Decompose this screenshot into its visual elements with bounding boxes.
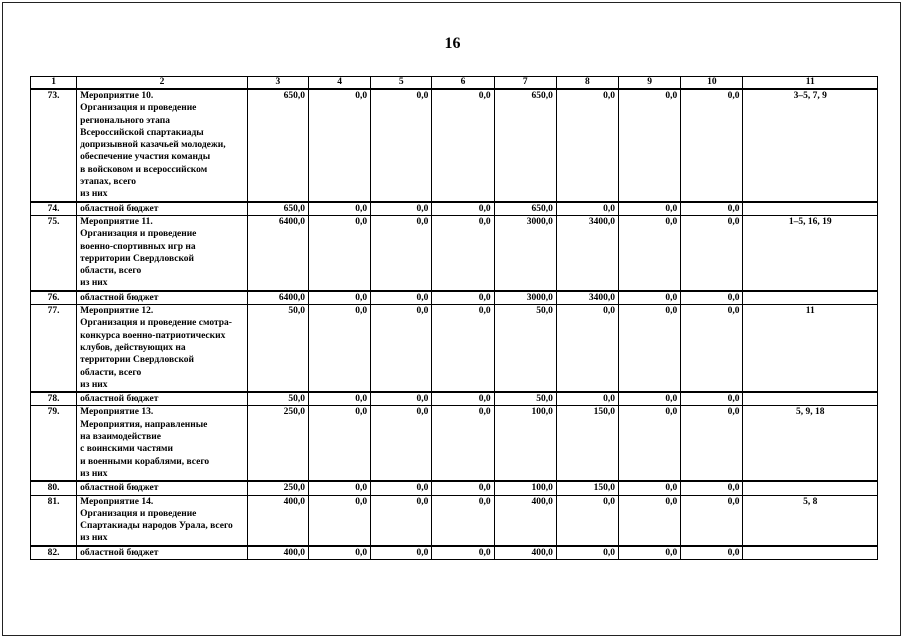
amount-cell-c4: 0,0 bbox=[308, 481, 370, 495]
amount-cell-c6: 0,0 bbox=[432, 406, 494, 481]
row-number: 76. bbox=[31, 291, 77, 305]
target-indicators-cell: 3–5, 7, 9 bbox=[743, 89, 878, 202]
amount-cell-c7: 650,0 bbox=[494, 89, 556, 202]
amount-cell-c4: 0,0 bbox=[308, 546, 370, 560]
amount-cell-c3: 6400,0 bbox=[247, 291, 308, 305]
amount-cell-c5: 0,0 bbox=[371, 495, 432, 546]
amount-cell-c8: 0,0 bbox=[556, 546, 618, 560]
description-line: областной бюджет bbox=[80, 483, 159, 494]
description-line: из них bbox=[80, 278, 108, 289]
description-line: Всероссийской спартакиады bbox=[80, 127, 204, 138]
amount-cell-c8: 0,0 bbox=[556, 392, 618, 406]
target-indicators-cell bbox=[743, 481, 878, 495]
description-line: территории Свердловской bbox=[80, 253, 195, 264]
event-description-cell bbox=[77, 406, 248, 481]
budget-source-cell bbox=[77, 392, 248, 406]
budget-source-cell bbox=[77, 291, 248, 305]
row-number: 81. bbox=[31, 495, 77, 546]
column-header: 7 bbox=[494, 77, 556, 90]
amount-cell-c8: 3400,0 bbox=[556, 291, 618, 305]
target-indicators-cell bbox=[743, 202, 878, 216]
amount-cell-c10: 0,0 bbox=[681, 305, 743, 393]
row-number: 75. bbox=[31, 215, 77, 290]
description-line: Мероприятие 11. bbox=[80, 216, 153, 227]
event-row bbox=[31, 406, 878, 481]
amount-cell-c3: 250,0 bbox=[247, 481, 308, 495]
amount-cell-c10: 0,0 bbox=[681, 406, 743, 481]
amount-cell-c7: 100,0 bbox=[494, 406, 556, 481]
description-line: клубов, действующих на bbox=[80, 342, 186, 353]
column-header: 6 bbox=[432, 77, 494, 90]
amount-cell-c9: 0,0 bbox=[619, 392, 681, 406]
amount-cell-c8: 150,0 bbox=[556, 406, 618, 481]
budget-row bbox=[31, 481, 878, 495]
description-line: на взаимодействие bbox=[80, 432, 161, 443]
amount-cell-c8: 0,0 bbox=[556, 89, 618, 202]
amount-cell-c5: 0,0 bbox=[371, 202, 432, 216]
event-row bbox=[31, 495, 878, 546]
amount-cell-c4: 0,0 bbox=[308, 406, 370, 481]
row-number: 74. bbox=[31, 202, 77, 216]
amount-cell-c9: 0,0 bbox=[619, 202, 681, 216]
description-line: Мероприятие 12. bbox=[80, 306, 154, 317]
column-header: 10 bbox=[681, 77, 743, 90]
amount-cell-c7: 650,0 bbox=[494, 202, 556, 216]
amount-cell-c4: 0,0 bbox=[308, 291, 370, 305]
amount-cell-c3: 50,0 bbox=[247, 392, 308, 406]
target-indicators-cell: 5, 9, 18 bbox=[743, 406, 878, 481]
column-header: 4 bbox=[308, 77, 370, 90]
column-header: 1 bbox=[31, 77, 77, 90]
amount-cell-c4: 0,0 bbox=[308, 495, 370, 546]
amount-cell-c6: 0,0 bbox=[432, 215, 494, 290]
amount-cell-c5: 0,0 bbox=[371, 481, 432, 495]
amount-cell-c4: 0,0 bbox=[308, 305, 370, 393]
amount-cell-c7: 100,0 bbox=[494, 481, 556, 495]
row-number: 80. bbox=[31, 481, 77, 495]
amount-cell-c7: 50,0 bbox=[494, 392, 556, 406]
amount-cell-c6: 0,0 bbox=[432, 291, 494, 305]
budget-row bbox=[31, 392, 878, 406]
description-line: из них bbox=[80, 189, 108, 200]
description-line: Мероприятие 13. bbox=[80, 407, 154, 418]
budget-table bbox=[30, 76, 878, 560]
description-line: Организация и проведение bbox=[80, 103, 197, 114]
amount-cell-c5: 0,0 bbox=[371, 406, 432, 481]
budget-source-cell bbox=[77, 481, 248, 495]
amount-cell-c10: 0,0 bbox=[681, 89, 743, 202]
row-number: 73. bbox=[31, 89, 77, 202]
description-line: области, всего bbox=[80, 367, 142, 378]
event-description-cell bbox=[77, 215, 248, 290]
description-line: областной бюджет bbox=[80, 547, 159, 558]
amount-cell-c8: 150,0 bbox=[556, 481, 618, 495]
event-description-cell bbox=[77, 305, 248, 393]
description-line: из них bbox=[80, 533, 108, 544]
description-line: областной бюджет bbox=[80, 203, 159, 214]
description-line: областной бюджет bbox=[80, 394, 159, 405]
amount-cell-c9: 0,0 bbox=[619, 305, 681, 393]
target-indicators-cell: 1–5, 16, 19 bbox=[743, 215, 878, 290]
column-header: 11 bbox=[743, 77, 878, 90]
amount-cell-c10: 0,0 bbox=[681, 481, 743, 495]
description-line: военно-спортивных игр на bbox=[80, 241, 196, 252]
amount-cell-c10: 0,0 bbox=[681, 291, 743, 305]
description-line: допризывной казачьей молодежи, bbox=[80, 140, 226, 151]
amount-cell-c4: 0,0 bbox=[308, 89, 370, 202]
event-description-cell bbox=[77, 495, 248, 546]
amount-cell-c3: 400,0 bbox=[247, 495, 308, 546]
description-line: Организация и проведение bbox=[80, 508, 197, 519]
description-line: конкурса военно-патриотических bbox=[80, 330, 226, 341]
amount-cell-c10: 0,0 bbox=[681, 495, 743, 546]
amount-cell-c7: 400,0 bbox=[494, 495, 556, 546]
amount-cell-c3: 400,0 bbox=[247, 546, 308, 560]
column-header: 2 bbox=[77, 77, 248, 90]
amount-cell-c9: 0,0 bbox=[619, 406, 681, 481]
budget-source-cell bbox=[77, 202, 248, 216]
amount-cell-c9: 0,0 bbox=[619, 89, 681, 202]
amount-cell-c7: 3000,0 bbox=[494, 215, 556, 290]
table-body bbox=[31, 89, 878, 559]
amount-cell-c10: 0,0 bbox=[681, 546, 743, 560]
budget-row bbox=[31, 202, 878, 216]
description-line: Мероприятия, направленные bbox=[80, 419, 208, 430]
target-indicators-cell: 5, 8 bbox=[743, 495, 878, 546]
amount-cell-c9: 0,0 bbox=[619, 495, 681, 546]
amount-cell-c5: 0,0 bbox=[371, 546, 432, 560]
amount-cell-c4: 0,0 bbox=[308, 392, 370, 406]
description-line: Мероприятие 14. bbox=[80, 496, 154, 507]
amount-cell-c6: 0,0 bbox=[432, 481, 494, 495]
page-number: 16 bbox=[444, 35, 461, 52]
amount-cell-c9: 0,0 bbox=[619, 546, 681, 560]
amount-cell-c6: 0,0 bbox=[432, 202, 494, 216]
amount-cell-c10: 0,0 bbox=[681, 202, 743, 216]
column-header: 8 bbox=[556, 77, 618, 90]
description-line: в войсковом и всероссийском bbox=[80, 164, 208, 175]
amount-cell-c9: 0,0 bbox=[619, 215, 681, 290]
amount-cell-c10: 0,0 bbox=[681, 392, 743, 406]
description-line: с воинскими частями bbox=[80, 444, 173, 455]
amount-cell-c5: 0,0 bbox=[371, 291, 432, 305]
amount-cell-c3: 6400,0 bbox=[247, 215, 308, 290]
amount-cell-c6: 0,0 bbox=[432, 392, 494, 406]
event-description-cell bbox=[77, 89, 248, 202]
description-line: Организация и проведение смотра- bbox=[80, 318, 232, 329]
amount-cell-c7: 50,0 bbox=[494, 305, 556, 393]
amount-cell-c7: 3000,0 bbox=[494, 291, 556, 305]
description-line: Организация и проведение bbox=[80, 229, 197, 240]
column-header: 5 bbox=[371, 77, 432, 90]
amount-cell-c6: 0,0 bbox=[432, 495, 494, 546]
description-line: Мероприятие 10. bbox=[80, 91, 154, 101]
budget-source-cell bbox=[77, 546, 248, 560]
amount-cell-c4: 0,0 bbox=[308, 202, 370, 216]
event-row bbox=[31, 305, 878, 393]
target-indicators-cell bbox=[743, 546, 878, 560]
table-header-row bbox=[31, 77, 878, 90]
description-line: территории Свердловской bbox=[80, 355, 195, 366]
description-line: областной бюджет bbox=[80, 292, 159, 303]
amount-cell-c8: 3400,0 bbox=[556, 215, 618, 290]
amount-cell-c8: 0,0 bbox=[556, 305, 618, 393]
budget-row bbox=[31, 291, 878, 305]
amount-cell-c9: 0,0 bbox=[619, 481, 681, 495]
budget-row bbox=[31, 546, 878, 560]
target-indicators-cell bbox=[743, 392, 878, 406]
amount-cell-c3: 50,0 bbox=[247, 305, 308, 393]
row-number: 78. bbox=[31, 392, 77, 406]
row-number: 79. bbox=[31, 406, 77, 481]
column-header: 3 bbox=[247, 77, 308, 90]
amount-cell-c5: 0,0 bbox=[371, 305, 432, 393]
column-header: 9 bbox=[619, 77, 681, 90]
description-line: этапах, всего bbox=[80, 177, 137, 188]
description-line: из них bbox=[80, 379, 108, 390]
amount-cell-c3: 650,0 bbox=[247, 89, 308, 202]
amount-cell-c4: 0,0 bbox=[308, 215, 370, 290]
amount-cell-c3: 250,0 bbox=[247, 406, 308, 481]
amount-cell-c6: 0,0 bbox=[432, 89, 494, 202]
amount-cell-c5: 0,0 bbox=[371, 392, 432, 406]
event-row bbox=[31, 215, 878, 290]
amount-cell-c5: 0,0 bbox=[371, 89, 432, 202]
description-line: области, всего bbox=[80, 266, 142, 277]
row-number: 77. bbox=[31, 305, 77, 393]
amount-cell-c8: 0,0 bbox=[556, 495, 618, 546]
amount-cell-c6: 0,0 bbox=[432, 546, 494, 560]
amount-cell-c3: 650,0 bbox=[247, 202, 308, 216]
amount-cell-c10: 0,0 bbox=[681, 215, 743, 290]
amount-cell-c7: 400,0 bbox=[494, 546, 556, 560]
description-line: регионального этапа bbox=[80, 115, 171, 126]
description-line: обеспечение участия команды bbox=[80, 152, 211, 163]
amount-cell-c8: 0,0 bbox=[556, 202, 618, 216]
target-indicators-cell bbox=[743, 291, 878, 305]
target-indicators-cell: 11 bbox=[743, 305, 878, 393]
description-line: из них bbox=[80, 468, 108, 479]
event-row bbox=[31, 89, 878, 202]
amount-cell-c6: 0,0 bbox=[432, 305, 494, 393]
row-number: 82. bbox=[31, 546, 77, 560]
description-line: и военными кораблями, всего bbox=[80, 456, 210, 467]
description-line: Спартакиады народов Урала, всего bbox=[80, 521, 233, 532]
amount-cell-c9: 0,0 bbox=[619, 291, 681, 305]
amount-cell-c5: 0,0 bbox=[371, 215, 432, 290]
